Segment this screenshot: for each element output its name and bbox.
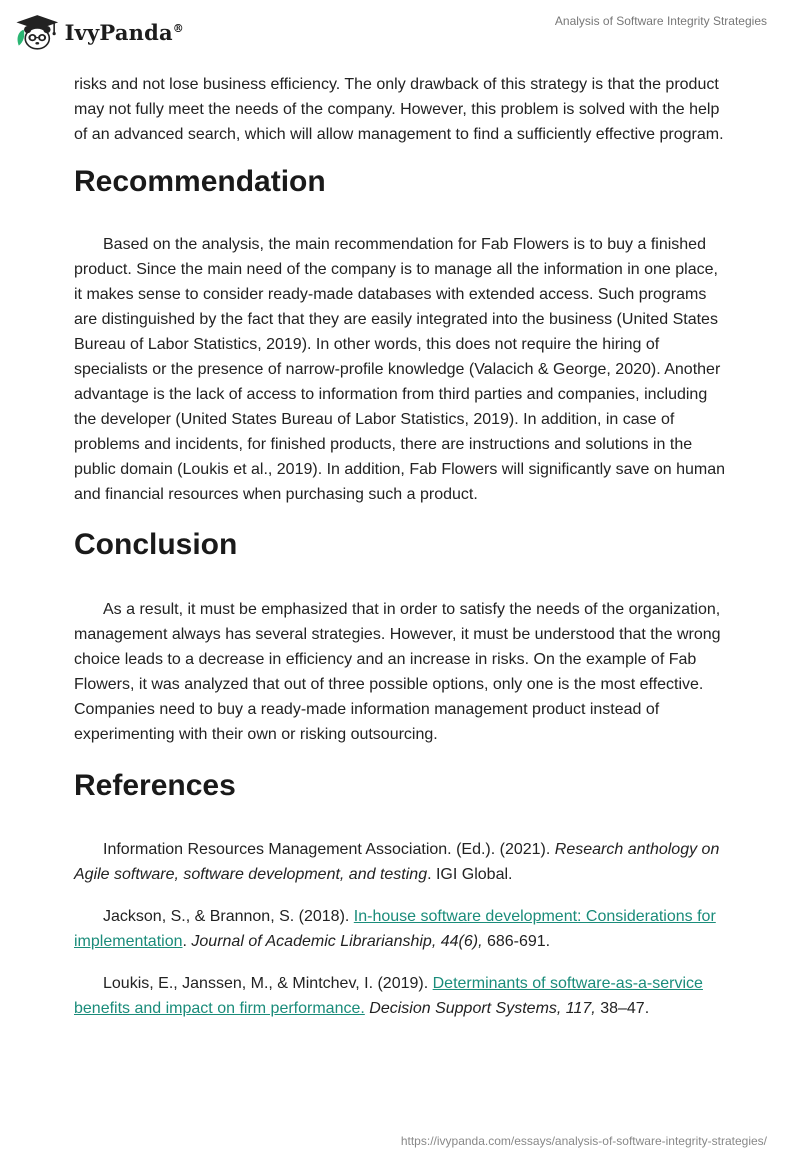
reference-item: Jackson, S., & Brannon, S. (2018). In-house software development: Considerations for implementation. Journal of Academic Librarianship, 44(6), 686-691.: [74, 908, 716, 950]
reference-link[interactable]: In-house software development: Considerations for implementation: [74, 908, 716, 950]
conclusion-heading: Conclusion: [74, 528, 238, 561]
reference-link[interactable]: Determinants of software-as-a-service benefits and impact on firm performance.: [74, 975, 703, 1017]
document-title: Analysis of Software Integrity Strategies: [554, 14, 767, 28]
ivypanda-logo[interactable]: [14, 7, 184, 57]
reference-item: Loukis, E., Janssen, M., & Mintchev, I. (2019). Determinants of software-as-a-service benefits and impact on firm performance. Decision Support Systems, 117, 38–47.: [74, 975, 703, 1017]
brand-name: IvyPanda®: [64, 19, 184, 45]
essay-body: [74, 72, 726, 1038]
reference-item: Information Resources Management Association. (Ed.). (2021). Research anthology on Agile software, software development, and testing. IGI Global.: [74, 841, 720, 883]
recommendation-heading: Recommendation: [74, 165, 326, 198]
recommendation-paragraph: Based on the analysis, the main recommendation for Fab Flowers is to buy a finished product. Since the main need of the company is to manage all the information in one place, it makes sense to consider ready-made databases with extended access. Such programs are distinguished by the fact that they are easily integrated into the business (United States Bureau of Labor Statistics, 2019). In other words, this does not require the hiring of specialists or the presence of narrow-profile knowledge (Valacich & George, 2020). Another advantage is the lack of access to information from third parties and companies, including the developer (United States Bureau of Labor Statistics, 2019). In addition, in case of problems and incidents, for finished products, there are instructions and solutions in the public domain (Loukis et al., 2019). In addition, Fab Flowers will significantly save on human and financial resources when purchasing such a product.: [74, 236, 725, 503]
page-header: [0, 0, 800, 62]
panda-graduate-icon: [14, 9, 61, 55]
references-heading: References: [74, 769, 236, 802]
source-url: https://ivypanda.com/essays/analysis-of-software-integrity-strategies/: [400, 1134, 767, 1148]
conclusion-paragraph: As a result, it must be emphasized that in order to satisfy the needs of the organization, management always has several strategies. However, it must be understood that the wrong choice leads to a decrease in efficiency and an increase in risks. On the example of Fab Flowers, it was analyzed that out of three possible options, only one is the most effective. Companies need to buy a ready-made information management product instead of experimenting with their own or risking outsourcing.: [74, 601, 721, 743]
intro-paragraph: risks and not lose business efficiency. The only drawback of this strategy is that the product may not fully meet the needs of the company. However, this problem is solved with the help of an advanced search, which will allow management to find a sufficiently effective program.: [74, 76, 724, 143]
